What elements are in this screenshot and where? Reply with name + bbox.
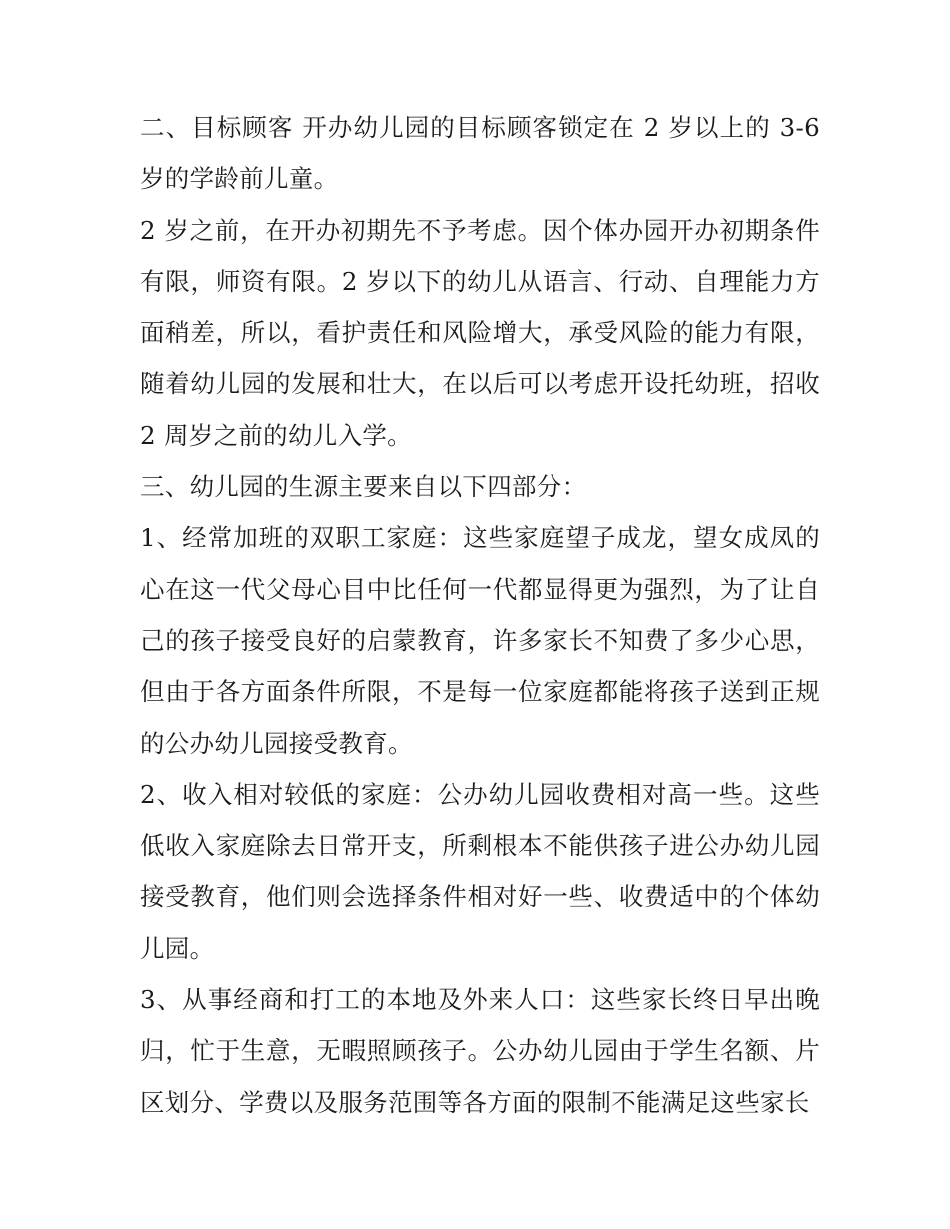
paragraph-under-two: 2 岁之前，在开办初期先不予考虑。因个体办园开办初期条件有限，师资有限。2 岁以下的幼儿从语言、行动、自理能力方面稍差，所以，看护责任和风险增大，承受风险的能力有限，随着幼儿园的发展和壮大，在以后可以考虑开设托幼班，招收 2 周岁之前的幼儿入学。: [140, 215, 820, 450]
paragraph-source-1: 1、经常加班的双职工家庭：这些家庭望子成龙，望女成凤的心在这一代父母心目中比任何一代都显得更为强烈，为了让自己的孩子接受良好的启蒙教育，许多家长不知费了多少心思，但由于各方面条件所限，不是每一位家庭都能将孩子送到正规的公办幼儿园接受教育。: [140, 523, 820, 758]
paragraph-enrollment-sources-heading: 三、幼儿园的生源主要来自以下四部分：: [140, 472, 587, 502]
paragraph-target-customers: 二、目标顾客 开办幼儿园的目标顾客锁定在 2 岁以上的 3-6 岁的学龄前儿童。: [140, 113, 820, 194]
paragraph-source-2: 2、收入相对较低的家庭：公办幼儿园收费相对高一些。这些低收入家庭除去日常开支，所剩根本不能供孩子进公办幼儿园接受教育，他们则会选择条件相对好一些、收费适中的个体幼儿园。: [140, 779, 820, 963]
document-body: [140, 102, 820, 1128]
paragraph-source-3: 3、从事经商和打工的本地及外来人口：这些家长终日早出晚归，忙于生意，无暇照顾孩子。公办幼儿园由于学生名额、片区划分、学费以及服务范围等各方面的限制不能满足这些家长: [140, 985, 820, 1117]
